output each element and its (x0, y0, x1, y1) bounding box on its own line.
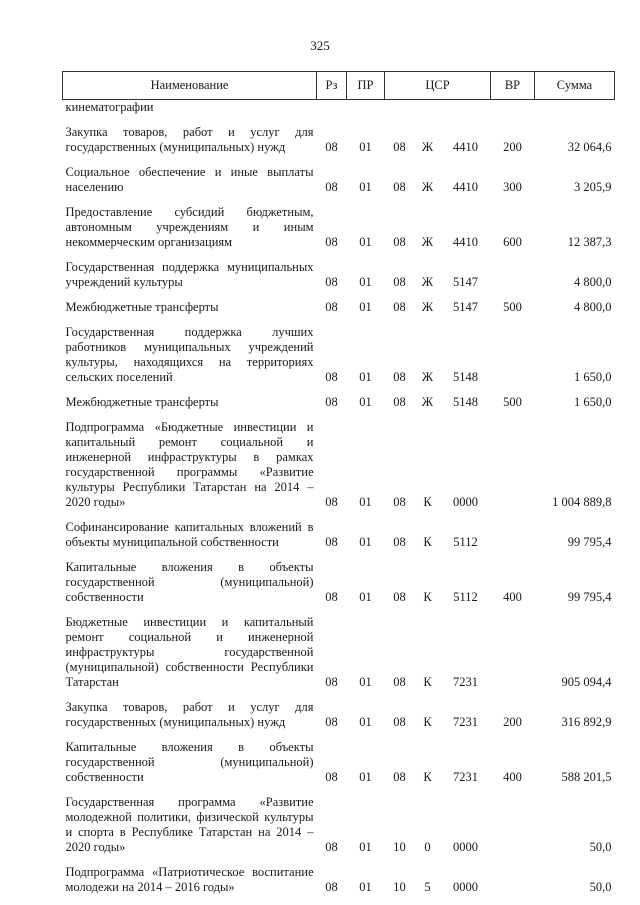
header-name: Наименование (63, 72, 317, 100)
row-rz: 08 (325, 840, 338, 854)
row-sum: 1 650,0 (574, 370, 612, 384)
table-header (63, 72, 615, 100)
row-csr-subprogram: 0 (424, 840, 431, 854)
row-csr-code: 5147 (453, 300, 478, 314)
row-rz: 08 (325, 590, 338, 604)
row-vr: 400 (503, 770, 522, 784)
row-pr: 01 (359, 715, 372, 729)
row-pr: 01 (359, 495, 372, 509)
header-rz: Рз (317, 72, 347, 100)
row-pr: 01 (359, 675, 372, 689)
budget-table (62, 71, 615, 896)
row-pr: 01 (359, 880, 372, 894)
row-pr: 01 (359, 180, 372, 194)
table-row (63, 606, 615, 691)
row-vr: 400 (503, 590, 522, 604)
row-csr-program: 08 (393, 180, 406, 194)
row-vr (491, 251, 535, 291)
row-vr (491, 786, 535, 856)
table-row (63, 316, 615, 386)
row-rz: 08 (325, 495, 338, 509)
row-name: Закупка товаров, работ и услуг для государственных (муниципальных) нужд (65, 700, 314, 729)
row-sum: 50,0 (589, 880, 612, 894)
row-csr-subprogram: Ж (421, 300, 434, 314)
row-rz: 08 (325, 235, 338, 249)
continuation-row (63, 100, 615, 117)
row-csr-subprogram: К (423, 495, 432, 509)
table-body (63, 100, 615, 897)
row-rz: 08 (325, 140, 338, 154)
row-csr-code: 5148 (453, 395, 478, 409)
row-csr-program: 10 (393, 880, 406, 894)
row-pr: 01 (359, 140, 372, 154)
row-csr-program: 08 (393, 535, 406, 549)
table-row (63, 196, 615, 251)
row-csr-program: 08 (393, 300, 406, 314)
row-csr-code: 5148 (453, 370, 478, 384)
row-pr: 01 (359, 275, 372, 289)
row-csr-subprogram: Ж (421, 140, 434, 154)
row-name: Государственная программа «Развитие молодежной политики, физической культуры и спорта в Республике Татарстан на 2014 – 2020 годы» (65, 795, 314, 854)
row-rz: 08 (325, 180, 338, 194)
table-row (63, 786, 615, 856)
row-rz: 08 (325, 395, 338, 409)
row-csr-subprogram: 5 (424, 880, 431, 894)
row-csr-subprogram: К (423, 675, 432, 689)
row-csr-subprogram: Ж (421, 370, 434, 384)
row-csr-code: 7231 (453, 675, 478, 689)
row-csr-subprogram: Ж (421, 395, 434, 409)
row-csr-program: 10 (393, 840, 406, 854)
table-row (63, 856, 615, 896)
row-csr-program: 08 (393, 395, 406, 409)
table-row (63, 156, 615, 196)
row-vr (491, 606, 535, 691)
row-csr-subprogram: Ж (421, 275, 434, 289)
row-csr-program: 08 (393, 495, 406, 509)
row-name: Закупка товаров, работ и услуг для государственных (муниципальных) нужд (65, 125, 314, 154)
row-rz: 08 (325, 300, 338, 314)
row-csr-code: 0000 (453, 880, 478, 894)
row-rz: 08 (325, 675, 338, 689)
header-sum: Сумма (535, 72, 615, 100)
row-rz: 08 (325, 275, 338, 289)
header-pr: ПР (347, 72, 385, 100)
row-name: Межбюджетные трансферты (65, 300, 219, 314)
header-vr: ВР (491, 72, 535, 100)
row-vr: 500 (503, 300, 522, 314)
row-csr-program: 08 (393, 235, 406, 249)
row-name: Капитальные вложения в объекты государственной (муниципальной) собственности (65, 740, 314, 784)
table-row (63, 731, 615, 786)
row-pr: 01 (359, 840, 372, 854)
row-rz: 08 (325, 715, 338, 729)
row-sum: 316 892,9 (561, 715, 612, 729)
row-name: Предоставление субсидий бюджетным, автономным учреждениям и иным некоммерческим организациям (65, 205, 314, 249)
row-csr-code: 7231 (453, 770, 478, 784)
row-name: Капитальные вложения в объекты государственной (муниципальной) собственности (65, 560, 314, 604)
row-csr-code: 5112 (453, 535, 478, 549)
row-csr-subprogram: К (423, 715, 432, 729)
row-csr-program: 08 (393, 675, 406, 689)
row-sum: 905 094,4 (561, 675, 612, 689)
row-vr: 600 (503, 235, 522, 249)
row-csr-code: 5147 (453, 275, 478, 289)
row-csr-program: 08 (393, 715, 406, 729)
row-csr-code: 7231 (453, 715, 478, 729)
row-vr: 200 (503, 715, 522, 729)
row-pr: 01 (359, 770, 372, 784)
row-pr: 01 (359, 590, 372, 604)
row-sum: 4 800,0 (574, 300, 612, 314)
row-sum: 1 004 889,8 (552, 495, 612, 509)
row-name: Социальное обеспечение и иные выплаты населению (65, 165, 314, 194)
row-sum: 99 795,4 (567, 590, 612, 604)
row-csr-code: 4410 (453, 235, 478, 249)
row-vr (491, 316, 535, 386)
row-sum: 99 795,4 (567, 535, 612, 549)
row-name: Бюджетные инвестиции и капитальный ремонт социальной и инженерной инфраструктуры государственной (муниципальной) собственности Республики Татарстан (65, 615, 314, 689)
row-csr-code: 4410 (453, 140, 478, 154)
page-number: 325 (310, 38, 330, 53)
row-name: Государственная поддержка лучших работников муниципальных учреждений культуры, находящихся на территориях сельских поселений (65, 325, 314, 384)
row-name: Межбюджетные трансферты (65, 395, 219, 409)
row-vr (491, 856, 535, 896)
row-pr: 01 (359, 235, 372, 249)
row-sum: 588 201,5 (561, 770, 612, 784)
header-csr: ЦСР (385, 72, 491, 100)
row-pr: 01 (359, 300, 372, 314)
continuation-text: кинематографии (65, 100, 154, 114)
row-csr-code: 5112 (453, 590, 478, 604)
row-sum: 1 650,0 (574, 395, 612, 409)
row-csr-code: 0000 (453, 840, 478, 854)
row-vr (491, 411, 535, 511)
table-row (63, 551, 615, 606)
row-name: Софинансирование капитальных вложений в объекты муниципальной собственности (65, 520, 314, 549)
row-name: Подпрограмма «Патриотическое воспитание молодежи на 2014 – 2016 годы» (65, 865, 314, 894)
row-csr-program: 08 (393, 140, 406, 154)
row-name: Подпрограмма «Бюджетные инвестиции и капитальный ремонт социальной и инженерной инфраструктуры в рамках государственной программы «Развитие культуры Республики Татарстан на 2014 – 2020 годы» (65, 420, 314, 509)
row-rz: 08 (325, 880, 338, 894)
table-row (63, 411, 615, 511)
row-rz: 08 (325, 370, 338, 384)
row-vr: 200 (503, 140, 522, 154)
table-row (63, 386, 615, 411)
table-row (63, 511, 615, 551)
row-csr-subprogram: К (423, 770, 432, 784)
table-row (63, 691, 615, 731)
row-csr-subprogram: К (423, 535, 432, 549)
row-csr-code: 0000 (453, 495, 478, 509)
row-csr-program: 08 (393, 770, 406, 784)
row-pr: 01 (359, 370, 372, 384)
row-csr-subprogram: Ж (421, 180, 434, 194)
row-pr: 01 (359, 395, 372, 409)
row-vr: 300 (503, 180, 522, 194)
row-rz: 08 (325, 535, 338, 549)
row-csr-program: 08 (393, 275, 406, 289)
row-csr-subprogram: Ж (421, 235, 434, 249)
table-row (63, 116, 615, 156)
row-csr-subprogram: К (423, 590, 432, 604)
row-csr-code: 4410 (453, 180, 478, 194)
row-sum: 12 387,3 (567, 235, 612, 249)
table-row (63, 291, 615, 316)
row-sum: 50,0 (589, 840, 612, 854)
row-sum: 32 064,6 (567, 140, 612, 154)
row-name: Государственная поддержка муниципальных учреждений культуры (65, 260, 314, 289)
row-sum: 4 800,0 (574, 275, 612, 289)
row-csr-program: 08 (393, 370, 406, 384)
row-rz: 08 (325, 770, 338, 784)
row-pr: 01 (359, 535, 372, 549)
row-sum: 3 205,9 (574, 180, 612, 194)
table-row (63, 251, 615, 291)
row-vr: 500 (503, 395, 522, 409)
row-vr (491, 511, 535, 551)
row-csr-program: 08 (393, 590, 406, 604)
